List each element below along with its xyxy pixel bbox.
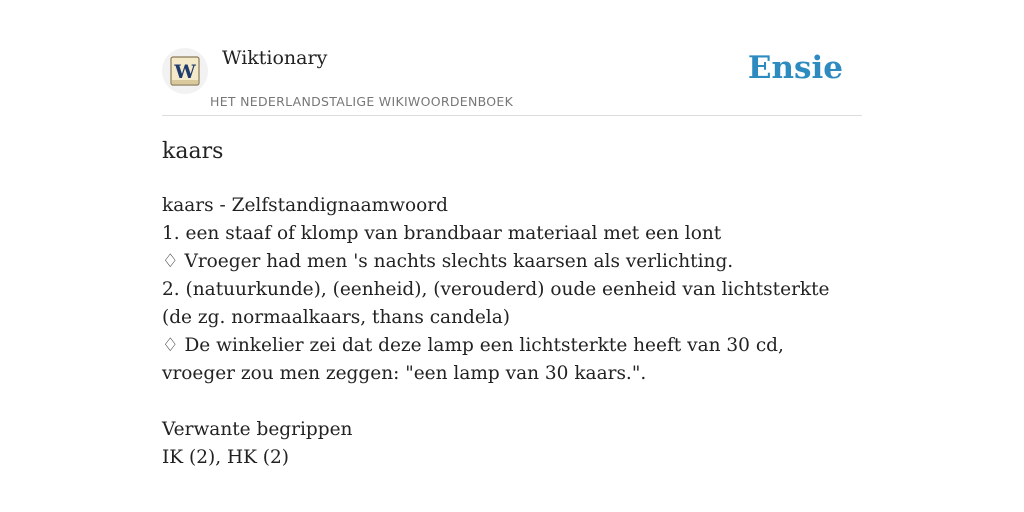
entry-heading: kaars - Zelfstandignaamwoord (162, 195, 448, 216)
site-tagline: HET NEDERLANDSTALIGE WIKIWOORDENBOEK (210, 94, 514, 109)
related-terms-list: IK (2), HK (2) (162, 447, 290, 468)
ensie-brand-logo[interactable]: Ensie (747, 50, 843, 86)
svg-text:W: W (174, 61, 196, 83)
definition-1: 1. een staaf of klomp van brandbaar materiaal met een lont (162, 223, 722, 244)
related-terms-heading: Verwante begrippen (162, 419, 353, 440)
site-name[interactable]: Wiktionary (222, 47, 328, 69)
dictionary-entry (162, 192, 862, 472)
page-title: kaars (162, 139, 224, 164)
example-2: ♢ De winkelier zei dat deze lamp een lichtsterkte heeft van 30 cd, vroeger zou men zeggen: "een lamp van 30 kaars.". (162, 335, 784, 384)
wiktionary-tile-icon (170, 56, 200, 86)
site-header (162, 44, 862, 116)
definition-2: 2. (natuurkunde), (eenheid), (verouderd) oude eenheid van lichtsterkte (de zg. normaalkaars, thans candela) (162, 279, 830, 328)
wiktionary-logo-icon[interactable] (162, 48, 208, 94)
spacer (162, 388, 862, 416)
example-1: ♢ Vroeger had men 's nachts slechts kaarsen als verlichting. (162, 251, 734, 272)
